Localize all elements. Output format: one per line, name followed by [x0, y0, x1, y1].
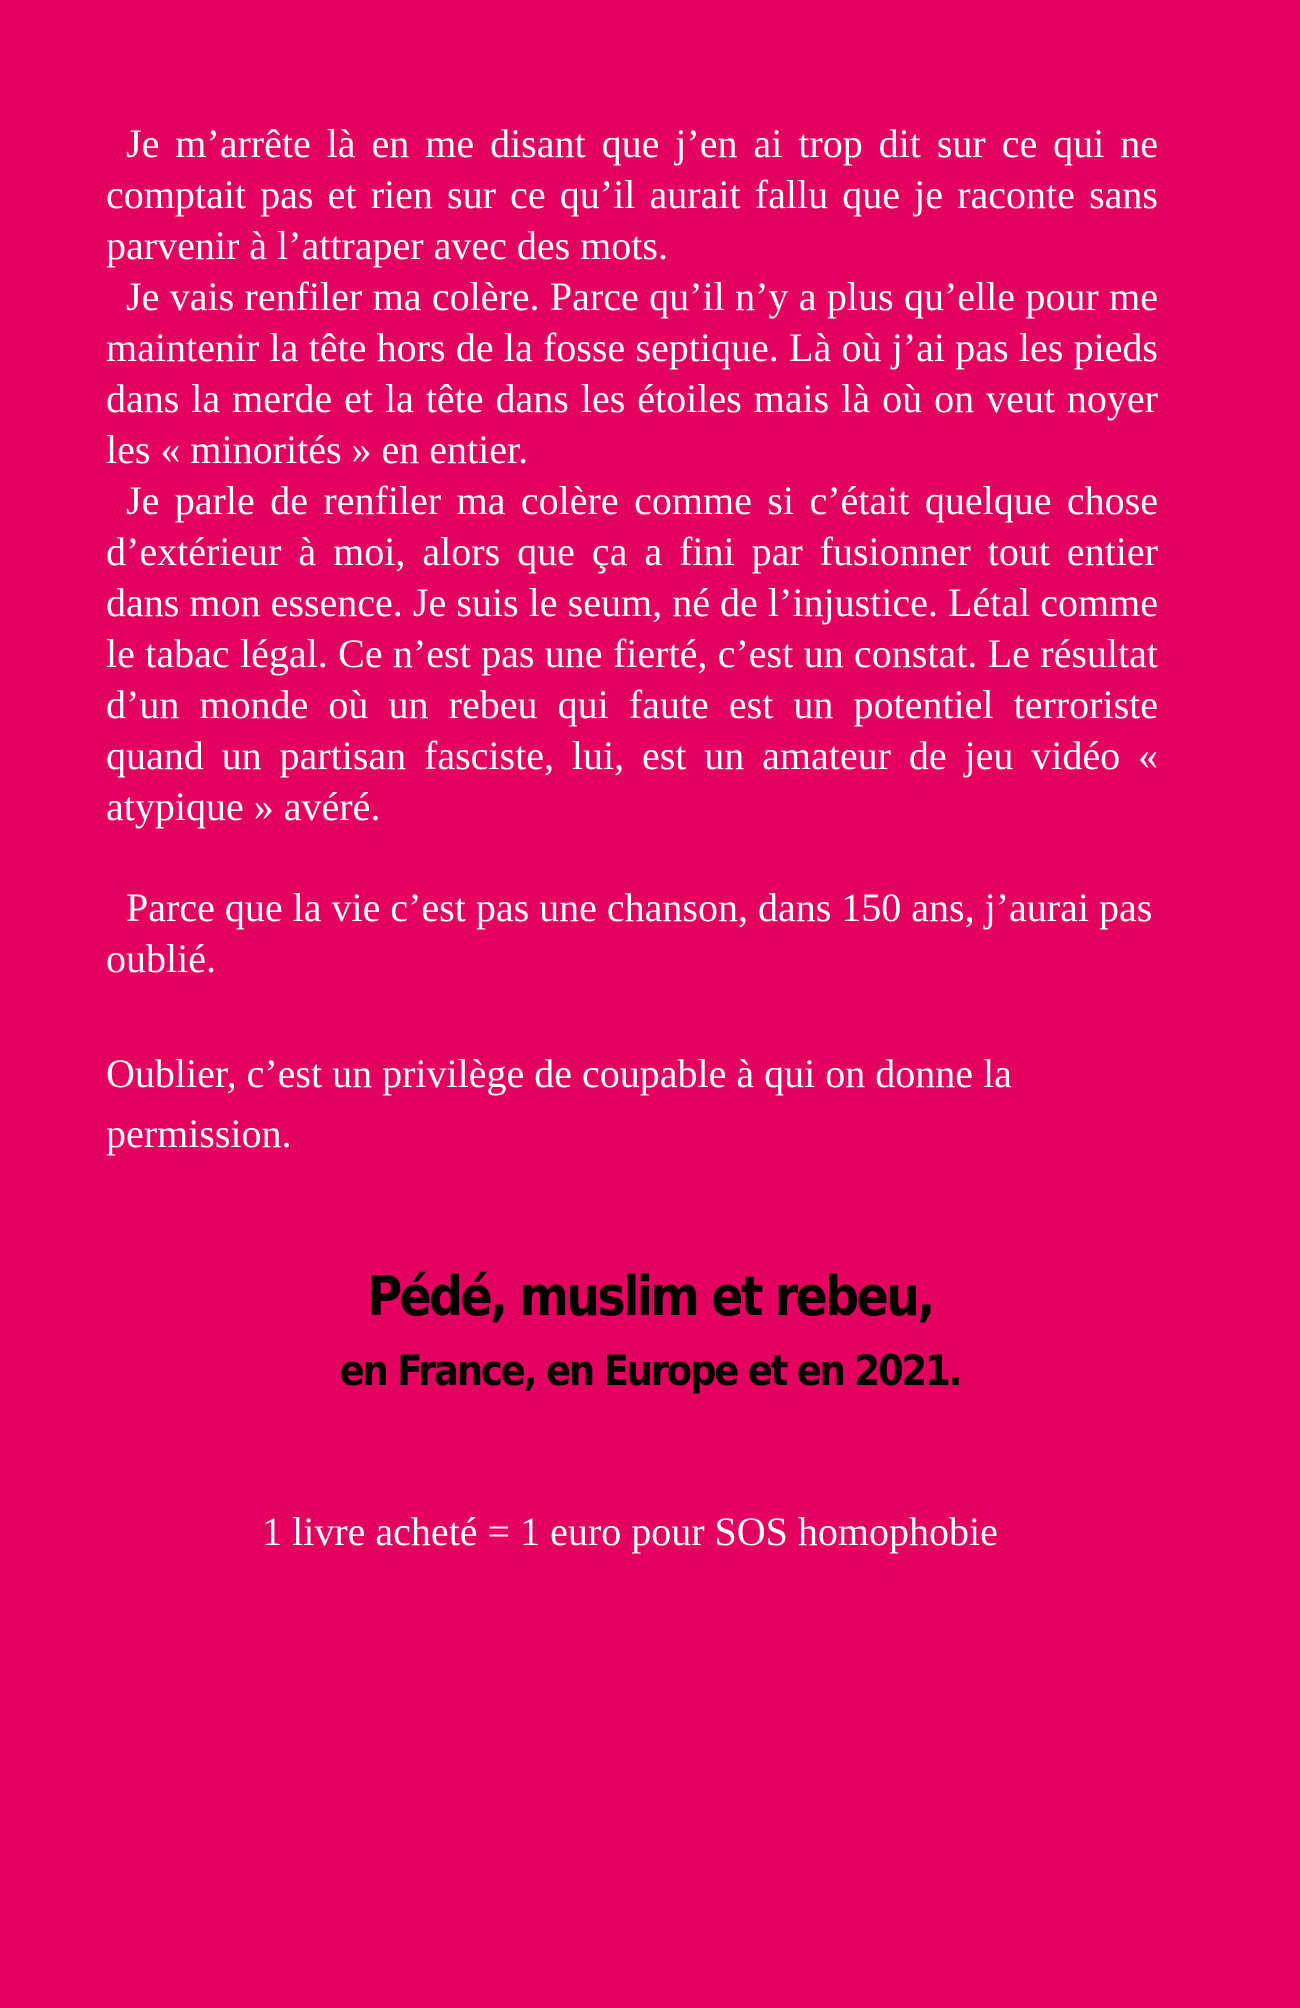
- excerpt-paragraph-5: Oublier, c’est un privilège de coupable à qui on donne la permission.: [106, 1051, 1012, 1156]
- excerpt-paragraph-3: Je parle de renfiler ma colère comme si c’était quelque chose d’extérieur à moi, alors que ça a fini par fusionner tout entier dans mon essence. Je suis le seum, né de l’injustice. Létal comme le tabac légal. Ce n’est pas une fierté, c’est un constat. Le résultat d’un monde où un rebeu qui faute est un potentiel terroriste quand un partisan fasciste, lui, est un amateur de jeu vidéo « atypique » avéré.: [106, 478, 1158, 829]
- excerpt-paragraph-2: Je vais renfiler ma colère. Parce qu’il n’y a plus qu’elle pour me maintenir la tête hors de la fosse septique. Là où j’ai pas les pieds dans la merde et la tête dans les étoiles mais là où on veut noyer les « minorités » en entier.: [106, 274, 1158, 472]
- book-subtitle: en France, en Europe et en 2021.: [339, 1346, 961, 1395]
- book-title: Pédé, muslim et rebeu,: [367, 1265, 933, 1328]
- excerpt-closing-block: [106, 882, 1158, 984]
- excerpt-paragraph-1: Je m’arrête là en me disant que j’en ai trop dit sur ce qui ne comptait pas et rien sur ce qu’il aurait fallu que je raconte sans parvenir à l’attraper avec des mots.: [106, 121, 1158, 268]
- excerpt-block: [106, 118, 1158, 832]
- excerpt-final-block: [106, 1044, 1158, 1164]
- excerpt-paragraph-4: Parce que la vie c’est pas une chanson, dans 150 ans, j’aurai pas oublié.: [106, 885, 1153, 981]
- donation-notice: 1 livre acheté = 1 euro pour SOS homophobie: [262, 1509, 998, 1554]
